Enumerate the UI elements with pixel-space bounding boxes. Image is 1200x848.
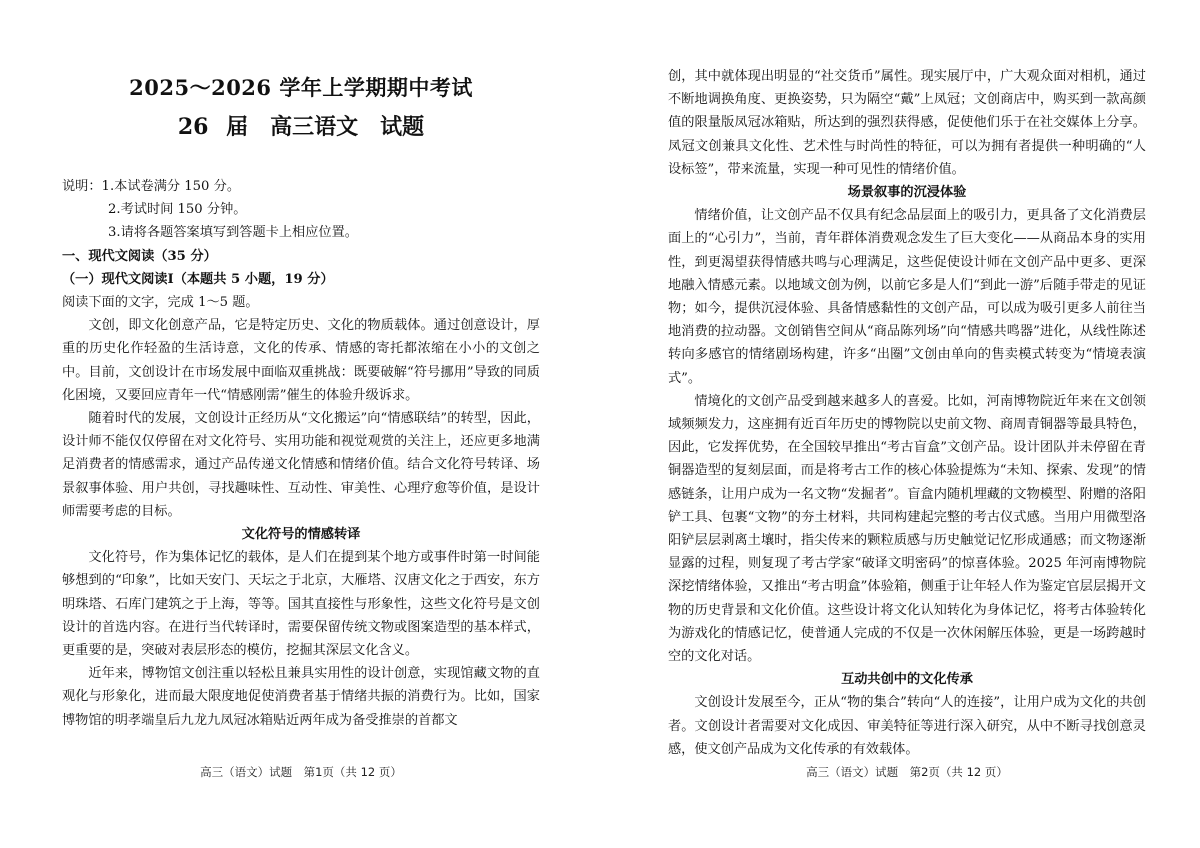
- paragraph-3: 文化符号，作为集体记忆的载体，是人们在提到某个地方或事件时第一时间能够想到的“印象”，比如天安门、天坛之于北京，大雁塔、汉唐文化之于西安，东方明珠塔、石库门建筑之于上海，等等。国其直接性与形象性，这些文化符号是文创设计的首选内容。在进行当代转译时，需要保留传统文物或图案造型的基本样式，更重要的是，突破对表层形态的模仿，挖掘其深层文化含义。: [62, 550, 540, 659]
- paragraph-2: 随着时代的发展，文创设计正经历从“文化搬运”向“情感联结”的转型，因此，设计师不能仅仅停留在对文化符号、实用功能和视觉观赏的关注上，还应更多地满足消费者的情感需求，通过产品传递文化情感和情绪价值。结合文化符号转译、场景叙事体验、用户共创，寻找趣味性、互动性、审美性、心理疗愈等价值，是设计师需要考虑的目标。: [62, 411, 540, 519]
- paragraph-4-continued: 创，其中就体现出明显的“社交货币”属性。现实展厅中，广大观众面对相机，通过不断地调换角度、更换姿势，只为隔空“戴”上凤冠；文创商店中，购买到一款高颜值的限量版凤冠冰箱贴，所达到的强烈获得感，促使他们乐于在社交媒体上分享。凤冠文创兼具文化性、艺术性与时尚性的特征，可以为拥有者提供一种明确的“人设标签”，带来流量，实现一种可见性的情绪价值。: [668, 69, 1146, 177]
- note-2: 2.考试时间 150 分钟。: [108, 202, 247, 218]
- left-body: [62, 175, 540, 732]
- page-footer: 高三（语文）试题 第2页（共 12 页）: [806, 765, 1008, 779]
- note-3: 3.请将各题答案填写到答题卡上相应位置。: [108, 225, 358, 241]
- subsection-heading: （一）现代文阅读Ⅰ（本题共 5 小题，19 分）: [62, 271, 334, 287]
- right-page: [668, 0, 1146, 848]
- paragraph-6: 情境化的文创产品受到越来越多人的喜爱。比如，河南博物院近年来在文创领域频频发力，这座拥有近百年历史的博物院以史前文物、商周青铜器等最具特色，因此，它发挥优势，在全国较早推出“考古盲盒”文创产品。设计团队并未停留在青铜器造型的复刻层面，而是将考古工作的核心体验提炼为“未知、探索、发现”的情感链条，让用户成为一名文物“发掘者”。盲盒内随机埋藏的文物模型、附赠的洛阳铲工具、包裹“文物”的夯土材料，共同构建起完整的考古仪式感。当用户用微型洛阳铲层层剥离土壤时，指尖传来的颗粒质感与历史触觉记忆形成通感；而文物逐渐显露的过程，则复现了考古学家“破译文明密码”的惊喜体验。2025 年河南博物院深挖情绪体验，又推出“考古明盒”体验箱，侧重于让年轻人作为鉴定官层层揭开文物的历史背景和文化价值。这些设计将文化认知转化为身体记忆，将考古体验转化为游戏化的情感记忆，使普通人完成的不仅是一次休闲解压体验，更是一场跨越时空的文化对话。: [668, 393, 1146, 665]
- section-heading: 一、现代文阅读（35 分）: [62, 248, 217, 264]
- paragraph-7: 文创设计发展至今，正从“物的集合”转向“人的连接”，让用户成为文化的共创者。文创设计者需要对文化成因、审美特征等进行深入研究，从中不断寻找创意灵感，使文创产品成为文化传承的有效载体。: [668, 695, 1146, 757]
- heading-scene: 场景叙事的沉浸体验: [847, 185, 967, 201]
- exam-subtitle: 26 届 高三语文 试题: [177, 114, 425, 140]
- paragraph-4: 近年来，博物馆文创注重以轻松且兼具实用性的设计创意，实现馆藏文物的直观化与形象化，进而最大限度地促使消费者基于情绪共振的消费行为。比如，国家博物馆的明孝端皇后九龙九凤冠冰箱贴近两年成为备受推崇的首都文: [62, 666, 540, 728]
- page-footer: 高三（语文）试题 第1页（共 12 页）: [200, 765, 402, 779]
- left-page: [62, 0, 540, 848]
- heading-symbols: 文化符号的情感转译: [241, 527, 361, 543]
- right-body: [668, 65, 1146, 761]
- heading-interaction: 互动共创中的文化传承: [841, 672, 973, 688]
- exam-title: 2025～2026 学年上学期期中考试: [129, 75, 473, 100]
- paragraph-5: 情绪价值，让文创产品不仅具有纪念品层面上的吸引力，更具备了文化消费层面上的“心引力”，当前，青年群体消费观念发生了巨大变化——从商品本身的实用性，到更渴望获得情感共鸣与心理满足，这些促使设计师在文创产品中更多、更深地融入情感元素。以地域文创为例，以前它多是人们“到此一游”后随手带走的见证物；如今，提供沉浸体验、具备情感黏性的文创产品，可以成为吸引更多人前往当地消费的拉动器。文创销售空间从“商品陈列场”向“情感共鸣器”进化，从线性陈述转向多感官的情绪剧场构建，许多“出圈”文创由单向的售卖模式转变为“情境表演式”。: [668, 208, 1146, 386]
- note-1: 说明：1.本试卷满分 150 分。: [62, 179, 241, 194]
- paragraph-1: 文创，即文化创意产品，它是特定历史、文化的物质载体。通过创意设计，厚重的历史化作轻盈的生活诗意，文化的传承、情感的寄托都浓缩在小小的文创之中。目前，文创设计在市场发展中面临双重挑战：既要破解“符号挪用”导致的同质化困境，又要回应青年一代“情感刚需”催生的体验升级诉求。: [62, 318, 540, 403]
- instruction: 阅读下面的文字，完成 1～5 题。: [62, 295, 259, 311]
